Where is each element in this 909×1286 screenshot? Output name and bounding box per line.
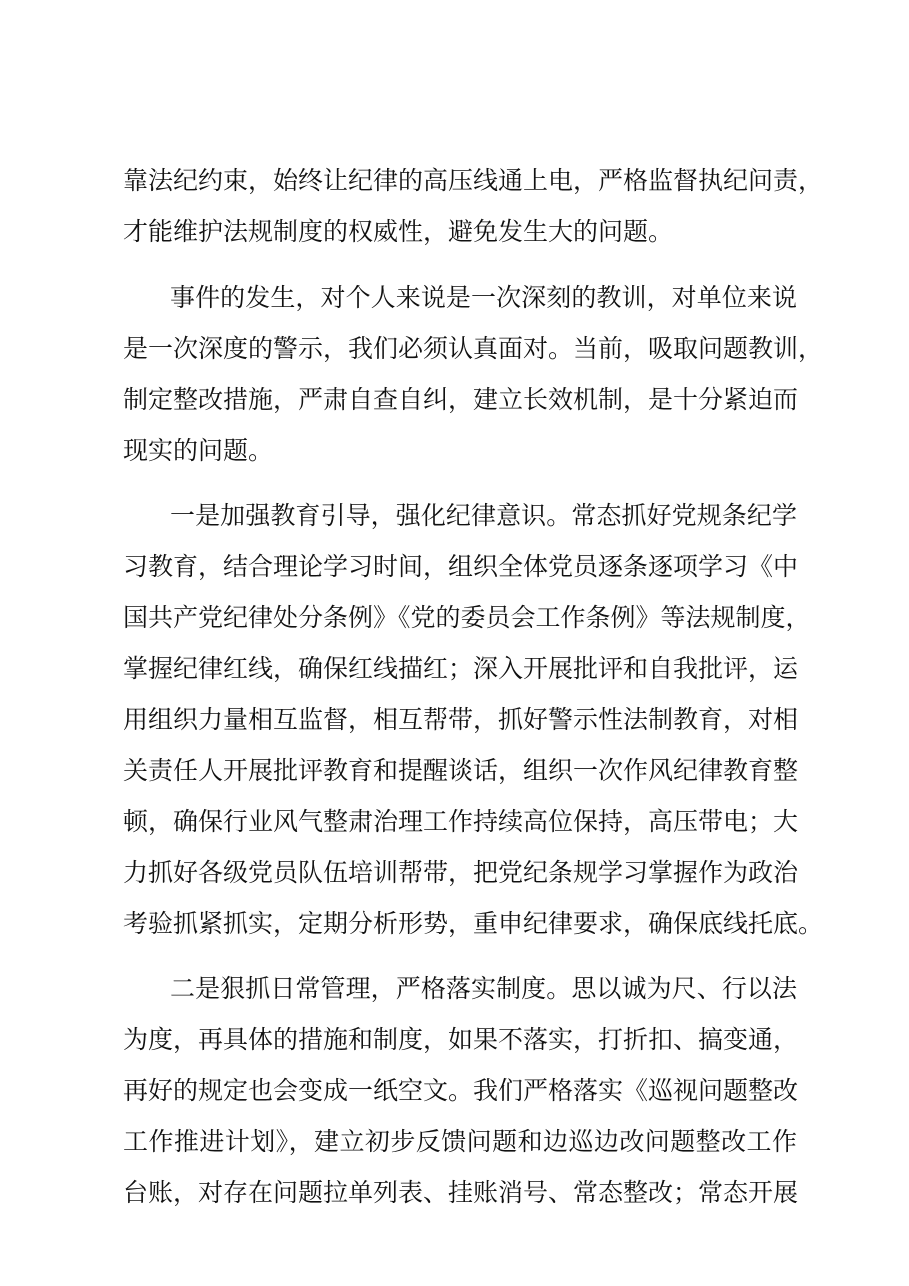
paragraph-line: 一是加强教育引导，强化纪律意识。常态抓好党规条纪学 [170, 501, 797, 530]
paragraph-line: 力抓好各级党员队伍培训帮带，把党纪条规学习掌握作为政治 [123, 858, 799, 887]
paragraph-line: 掌握纪律红线，确保红线描红；深入开展批评和自我批评，运 [123, 654, 799, 683]
paragraph-line: 事件的发生，对个人来说是一次深刻的教训，对单位来说 [170, 283, 797, 312]
paragraph-line: 关责任人开展批评教育和提醒谈话，组织一次作风纪律教育整 [123, 756, 799, 785]
paragraph-line: 用组织力量相互监督，相互帮带，抓好警示性法制教育，对相 [123, 705, 799, 734]
paragraph-line: 二是狠抓日常管理，严格落实制度。思以诚为尺、行以法 [170, 974, 797, 1003]
paragraph-line: 再好的规定也会变成一纸空文。我们严格落实《巡视问题整改 [123, 1076, 799, 1105]
paragraph-line: 工作推进计划》，建立初步反馈问题和边巡边改问题整改工作 [123, 1127, 797, 1156]
paragraph-line: 现实的问题。 [123, 436, 274, 465]
paragraph-line: 顿，确保行业风气整肃治理工作持续高位保持，高压带电；大 [123, 807, 799, 836]
paragraph-line: 靠法纪约束，始终让纪律的高压线通上电，严格监督执纪问责， [123, 166, 824, 195]
paragraph-line: 制定整改措施，严肃自查自纠，建立长效机制，是十分紧迫而 [123, 385, 799, 414]
paragraph-line: 是一次深度的警示，我们必须认真面对。当前，吸取问题教训， [123, 334, 824, 363]
paragraph-line: 才能维护法规制度的权威性，避免发生大的问题。 [123, 217, 674, 246]
paragraph-line: 考验抓紧抓实，定期分析形势，重申纪律要求，确保底线托底。 [123, 909, 824, 938]
paragraph-line: 习教育，结合理论学习时间，组织全体党员逐条逐项学习《中 [123, 552, 799, 581]
paragraph-line: 台账，对存在问题拉单列表、挂账消号、常态整改；常态开展 [123, 1178, 799, 1207]
paragraph-line: 国共产党纪律处分条例》《党的委员会工作条例》等法规制度， [123, 603, 811, 632]
paragraph-line: 为度，再具体的措施和制度，如果不落实，打折扣、搞变通， [123, 1025, 799, 1054]
